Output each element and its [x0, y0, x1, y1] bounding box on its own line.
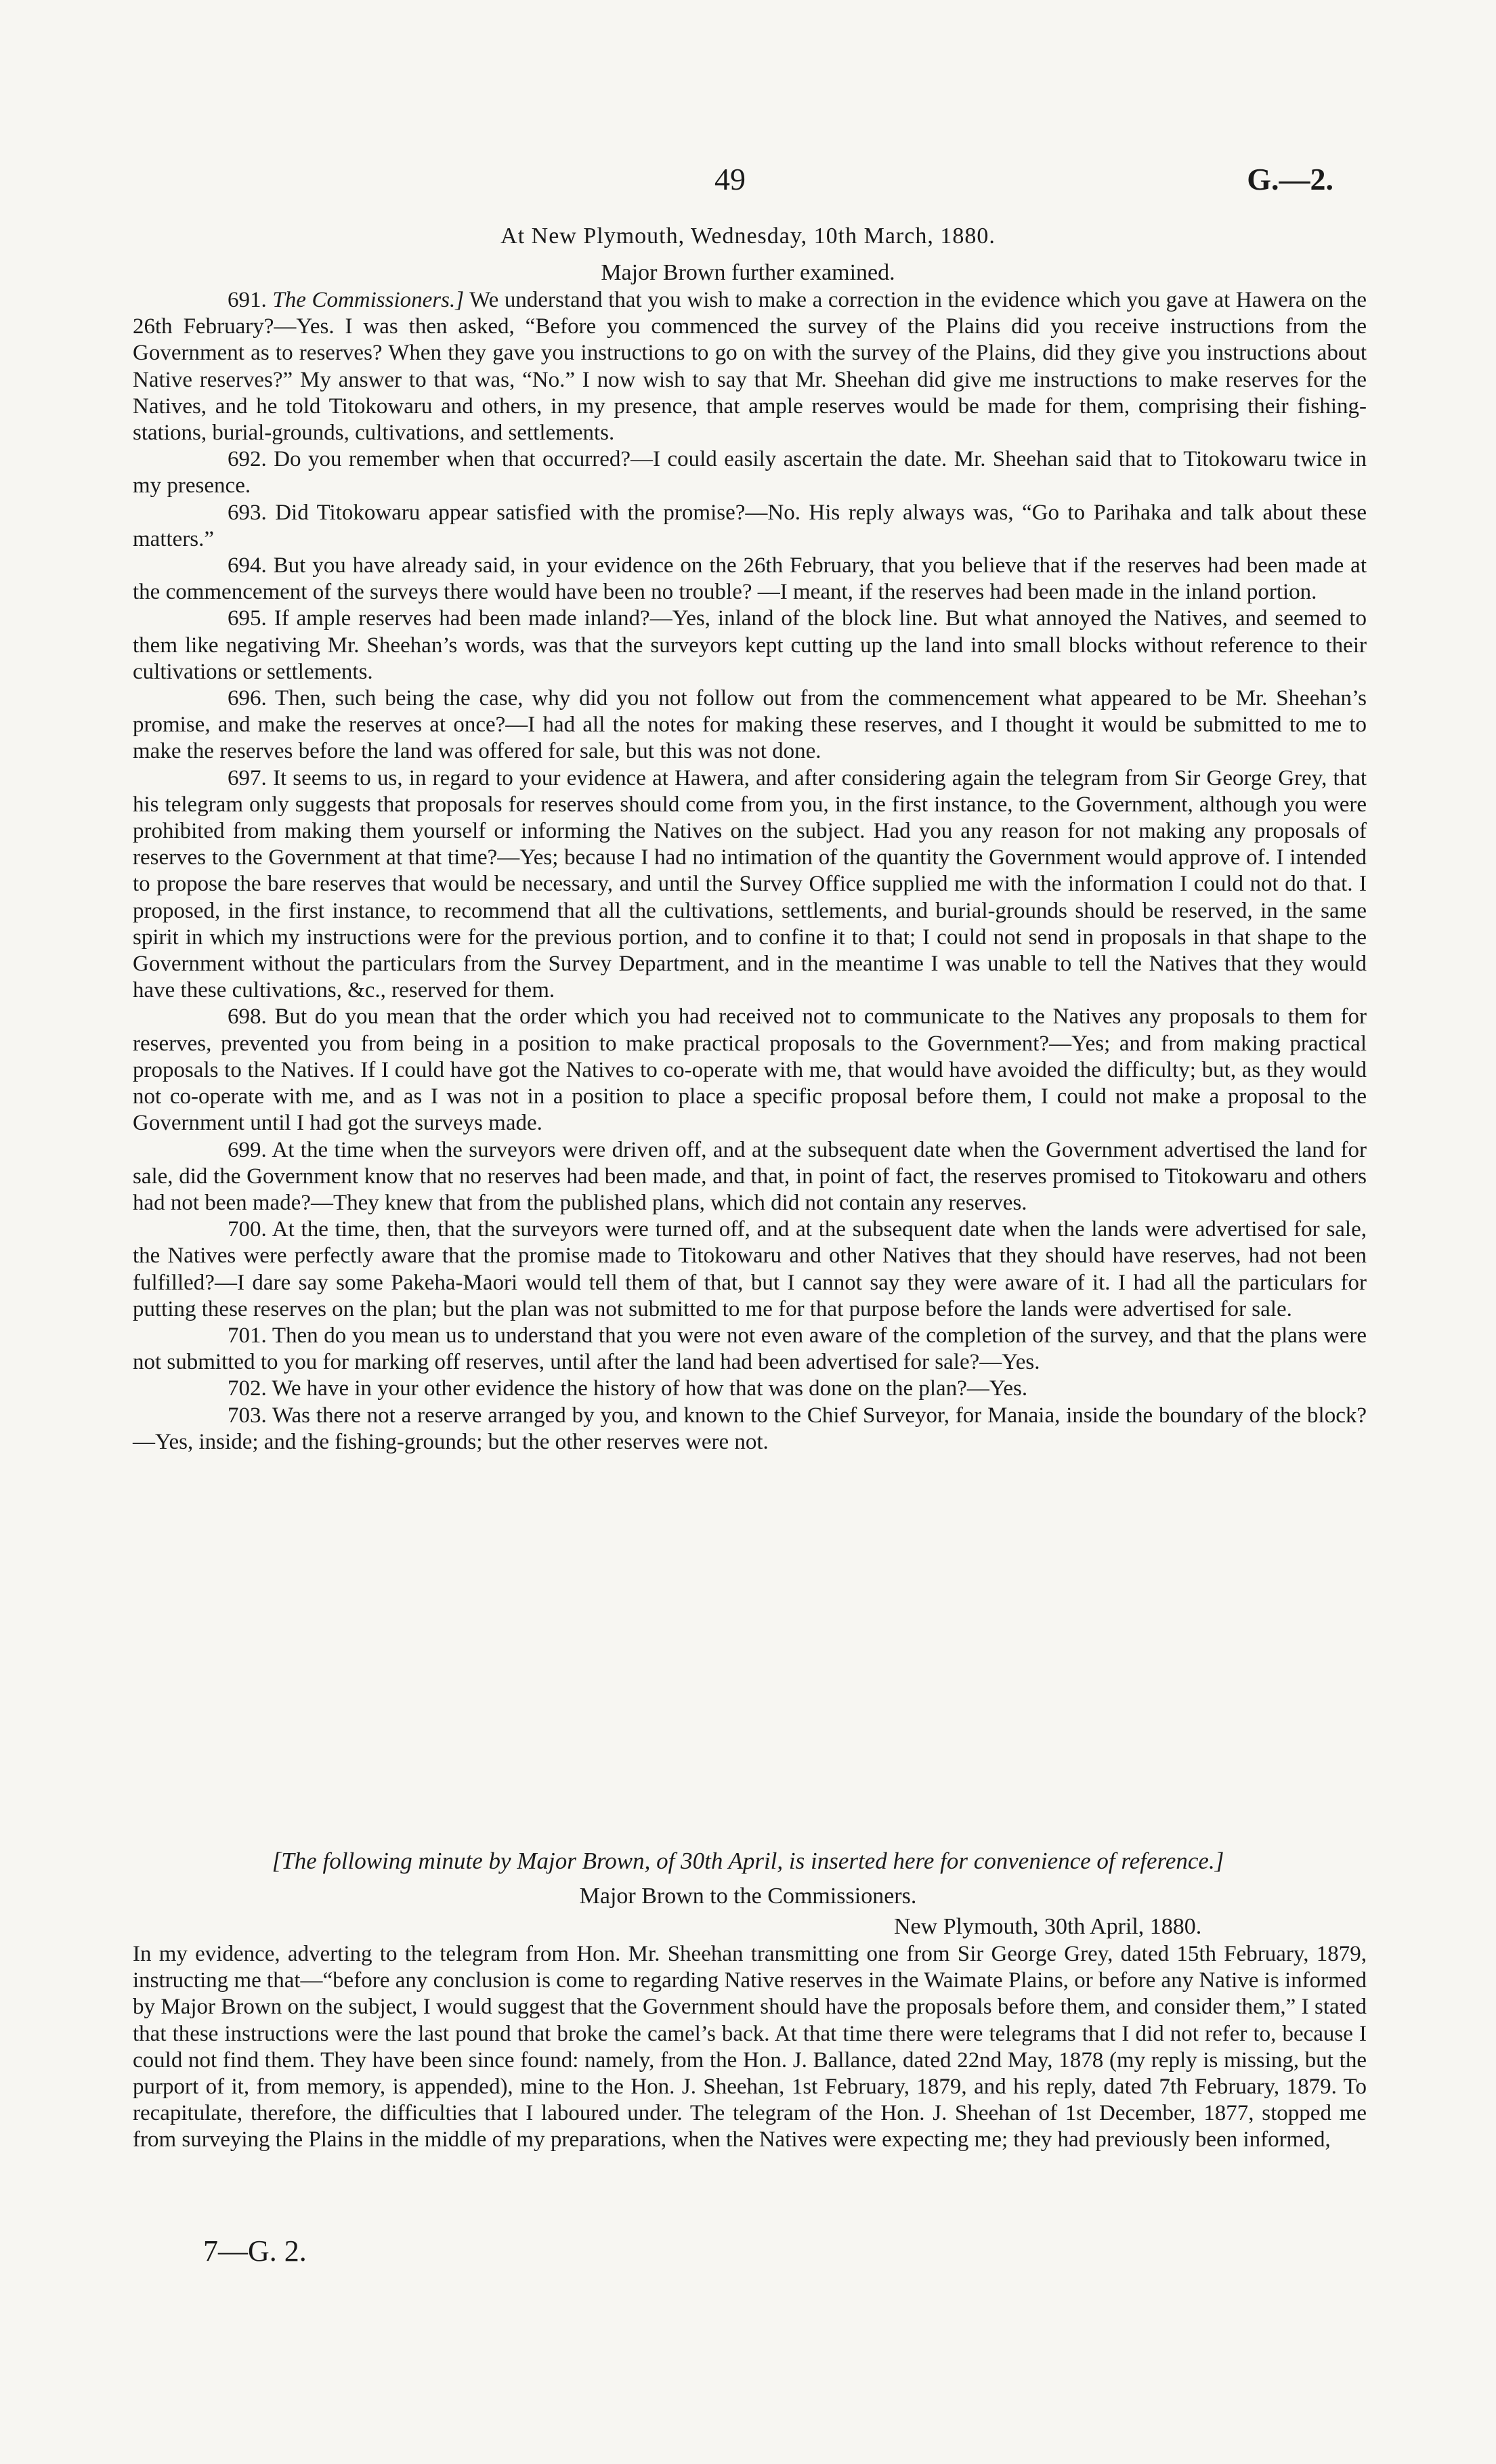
question-700	[133, 1216, 1367, 1323]
sitting-heading: At New Plymouth, Wednesday, 10th March, 1880.	[500, 224, 996, 249]
question-702	[133, 1376, 1367, 1402]
editorial-note: [The following minute by Major Brown, of 30th April, is inserted here for convenience of reference.]	[272, 1848, 1224, 1874]
question-text: Did Titokowaru appear satisfied with the promise?—No. His reply always was, “Go to Parihaka and talk about these matters.”	[133, 500, 1367, 551]
page-number: 49	[714, 162, 746, 196]
question-693	[133, 500, 1367, 553]
question-699	[133, 1137, 1367, 1217]
series-code: G.—2.	[1247, 162, 1333, 196]
question-number: 693.	[228, 500, 267, 525]
question-text: But you have already said, in your evidence on the 26th February, that you believe that if the reserves had been made at the commencement of the surveys there would have been no trouble? —I meant, if the reserves had been made in the inland portion.	[133, 553, 1367, 605]
question-number: 702.	[228, 1376, 267, 1401]
question-692	[133, 446, 1367, 499]
question-691	[133, 287, 1367, 446]
question-number: 691.	[228, 288, 267, 312]
question-text: Then, such being the case, why did you not follow out from the commencement what appeared to be Mr. Sheehan’s promise, and make the reserves at once?—I had all the notes for making these reserves, and I thought it would be submitted to me to make the reserves before the land was offered for sale, but this was not done.	[133, 686, 1367, 764]
question-text: But do you mean that the order which you had received not to communicate to the Natives any proposals to them for reserves, prevented you from being in a position to make practical proposals to the Government?—Yes; and from making practical proposals to the Natives. If I could have got the Natives to co-operate with me, that would have avoided the difficulty; but, as they would not co-operate with me, and as I was not in a position to place a specific proposal before them, I could not make a proposal to the Government until I had got the surveys made.	[133, 1004, 1367, 1136]
speaker: The Commissioners.]	[272, 288, 465, 312]
question-text: If ample reserves had been made inland?—Yes, inland of the block line. But what annoyed the Natives, and seemed to them like negativing Mr. Sheehan’s words, was that the surveyors kept cutting up the land into small blocks without reference to their cultivations or settlements.	[133, 606, 1367, 684]
question-698	[133, 1004, 1367, 1137]
evidence-body	[133, 287, 1367, 1456]
question-text: Then do you mean us to understand that you were not even aware of the completion of the survey, and that the plans were not submitted to you for marking off reserves, until after the land had been advertised for sale?—Yes.	[133, 1323, 1367, 1375]
question-text: At the time, then, that the surveyors were turned off, and at the subsequent date when the lands were advertised for sale, the Natives were perfectly aware that the promise made to Titokowaru and other Natives that they should have reserves, had not been fulfilled?—I dare say some Pakeha-Maori would tell them of that, but I cannot say they were aware of it. I had all the particulars for putting these reserves on the plan; but the plan was not submitted to me for that purpose before the lands were advertised for sale.	[133, 1217, 1367, 1321]
question-text: Do you remember when that occurred?—I could easily ascertain the date. Mr. Sheehan said that to Titokowaru twice in my presence.	[133, 447, 1367, 498]
question-number: 694.	[228, 553, 267, 578]
question-number: 696.	[228, 686, 267, 711]
question-number: 692.	[228, 447, 267, 472]
question-number: 701.	[228, 1323, 267, 1348]
question-695	[133, 606, 1367, 685]
question-text: Was there not a reserve arranged by you, and known to the Chief Surveyor, for Manaia, inside the boundary of the block?—Yes, inside; and the fishing-grounds; but the other reserves were not.	[133, 1403, 1367, 1454]
question-number: 699.	[228, 1137, 267, 1162]
question-701	[133, 1323, 1367, 1376]
minute-body: In my evidence, adverting to the telegram from Hon. Mr. Sheehan transmitting one from Sir George Grey, dated 15th February, 1879, instructing me that—“before any conclusion is come to regarding Native reserves in the Waimate Plains, or before any Native is informed by Major Brown on the subject, I would suggest that the Government should have the proposals before them, and consider them,” I stated that these instructions were the last pound that broke the camel’s back. At that time there were telegrams that I did not refer to, because I could not find them. They have been since found: namely, from the Hon. J. Ballance, dated 22nd May, 1878 (my reply is missing, but the purport of it, from memory, is appended), mine to the Hon. J. Sheehan, 1st February, 1879, and his reply, dated 7th February, 1879. To recapitulate, therefore, the difficulties that I laboured under. The telegram of the Hon. J. Sheehan of 1st December, 1877, stopped me from surveying the Plains in the middle of my preparations, when the Natives were expecting me; they had previously been informed,	[133, 1942, 1367, 2152]
witness-heading: Major Brown further examined.	[601, 260, 895, 285]
page-header	[0, 161, 1496, 202]
question-text: We have in your other evidence the history of how that was done on the plan?—Yes.	[272, 1376, 1028, 1401]
question-703	[133, 1403, 1367, 1456]
question-number: 697.	[228, 765, 267, 790]
question-number: 700.	[228, 1217, 267, 1242]
question-text: We understand that you wish to make a correction in the evidence which you gave at Hawera on the 26th February?—Yes. I was then asked, “Before you commenced the survey of the Plains did you receive instructions from the Government as to reserves? When they gave you instructions to go on with the survey of the Plains, did they give you instructions about Native reserves?” My answer to that was, “No.” I now wish to say that Mr. Sheehan did give me instructions to make reserves for the Natives, and he told Titokowaru and others, in my presence, that ample reserves would be made for them, comprising their fishing-stations, burial-grounds, cultivations, and settlements.	[133, 288, 1367, 446]
signature-mark: 7—G. 2.	[203, 2234, 307, 2268]
question-696	[133, 685, 1367, 765]
question-text: It seems to us, in regard to your evidence at Hawera, and after considering again the telegram from Sir George Grey, that his telegram only suggests that proposals for reserves should come from you, in the first instance, to the Government, although you were prohibited from making them yourself or informing the Natives on the subject. Had you any reason for not making any proposals of reserves to the Government at that time?—Yes; because I had no intimation of the quantity the Government would approve of. I intended to propose the bare reserves that would be necessary, and until the Survey Office supplied me with the information I could not do that. I proposed, in the first instance, to recommend that all the cultivations, settlements, and burial-grounds should be reserved, in the same spirit in which my instructions were for the previous portion, and to confine it to that; I could not send in proposals in that shape to the Government without the particulars from the Survey Department, and in the meantime I was unable to tell the Natives that they would have these cultivations, &c., reserved for them.	[133, 765, 1367, 1003]
question-text: At the time when the surveyors were driven off, and at the subsequent date when the Government advertised the land for sale, did the Government know that no reserves had been made, and that, in point of fact, the reserves promised to Titokowaru and others had not been made?—They knew that from the published plans, which did not contain any reserves.	[133, 1137, 1367, 1215]
question-number: 703.	[228, 1403, 267, 1428]
minute-dateline: New Plymouth, 30th April, 1880.	[894, 1914, 1202, 1939]
question-697	[133, 765, 1367, 1004]
minute-heading: Major Brown to the Commissioners.	[579, 1884, 917, 1909]
question-number: 695.	[228, 606, 267, 631]
question-number: 698.	[228, 1004, 267, 1029]
question-694	[133, 553, 1367, 606]
